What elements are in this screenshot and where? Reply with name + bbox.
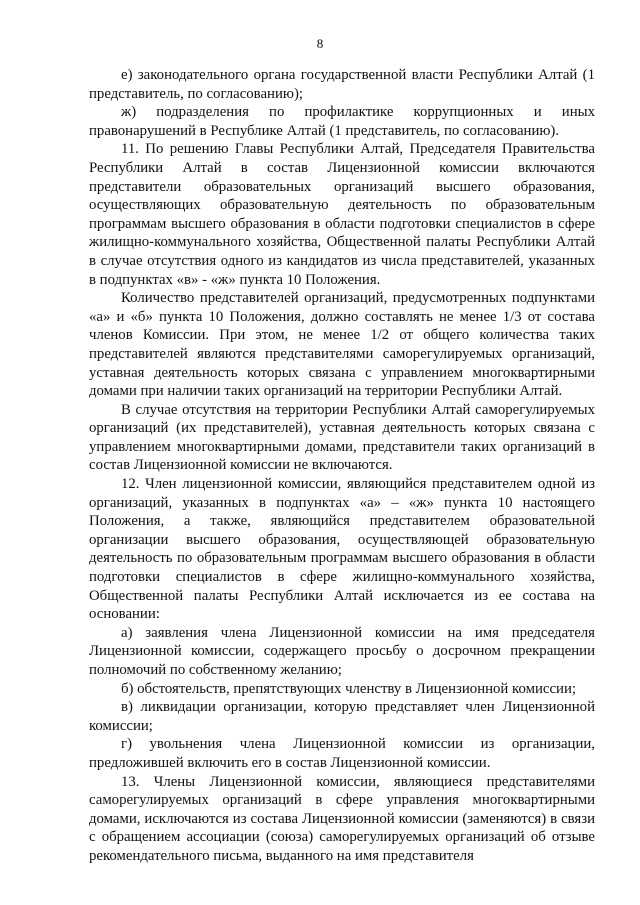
paragraph-item-b: б) обстоятельств, препятствующих членству в Лицензионной комиссии; xyxy=(121,680,576,697)
paragraph-absence-case: В случае отсутствия на территории Республики Алтай саморегулируемых организаций (их представителей), уставная деятельность которых связана с управлением многоквартирными домами, представители таких организаций в состав Лицензионной комиссии не включаются. xyxy=(89,401,595,474)
page-number: 8 xyxy=(316,36,324,51)
paragraph-item-g: г) увольнения члена Лицензионной комиссии из организации, предложившей включить его в состав Лицензионной комиссии. xyxy=(89,736,595,771)
paragraph-item-zh: ж) подразделения по профилактике коррупционных и иных правонарушений в Республике Алтай (1 представитель, по согласованию). xyxy=(89,104,595,139)
paragraph-clause-13: 13. Члены Лицензионной комиссии, являющиеся представителями саморегулируемых организаций в сфере управления многоквартирными домами, исключаются из состава Лицензионной комиссии (заменяются) в связи с обращением ассоциации (союза) саморегулируемых организаций об отзыве рекомендательного письма, выданного на имя представителя xyxy=(89,773,595,864)
paragraph-item-v: в) ликвидации организации, которую представляет член Лицензионной комиссии; xyxy=(89,699,595,734)
paragraph-clause-11: 11. По решению Главы Республики Алтай, Председателя Правительства Республики Алтай в состав Лицензионной комиссии включаются представители образовательных организаций высшего образования, осуществляющих образовательную деятельность по образовательным программам высшего образования в области подготовки специалистов в сфере жилищно-коммунального хозяйства, Общественной палаты Республики Алтай в случае отсутствия одного из кандидатов из числа представителей, указанных в подпунктах «в» - «ж» пункта 10 Положения. xyxy=(89,141,595,288)
document-body xyxy=(89,66,595,866)
paragraph-item-a: а) заявления члена Лицензионной комиссии на имя председателя Лицензионной комиссии, содержащего просьбу о досрочном прекращении полномочий по собственному желанию; xyxy=(89,624,595,678)
paragraph-representatives-quota: Количество представителей организаций, предусмотренных подпунктами «а» и «б» пункта 10 Положения, должно составлять не менее 1/3 от состава членов Комиссии. При этом, не менее 1/2 от общего количества таких представителей являются представителями саморегулируемых организаций, уставная деятельность которых связана с управлением многоквартирными домами при наличии таких организаций на территории Республики Алтай. xyxy=(89,290,595,400)
paragraph-clause-12: 12. Член лицензионной комиссии, являющийся представителем одной из организаций, указанных в подпунктах «а» – «ж» пункта 10 настоящего Положения, а также, являющийся представителем образовательной организации высшего образования, осуществляющей образовательную деятельность по образовательным программам высшего образования в области подготовки специалистов в сфере жилищно-коммунального хозяйства, Общественной палаты Республики Алтай исключается из ее состава на основании: xyxy=(89,476,595,623)
paragraph-item-e: е) законодательного органа государственной власти Республики Алтай (1 представитель, по согласованию); xyxy=(89,67,595,102)
